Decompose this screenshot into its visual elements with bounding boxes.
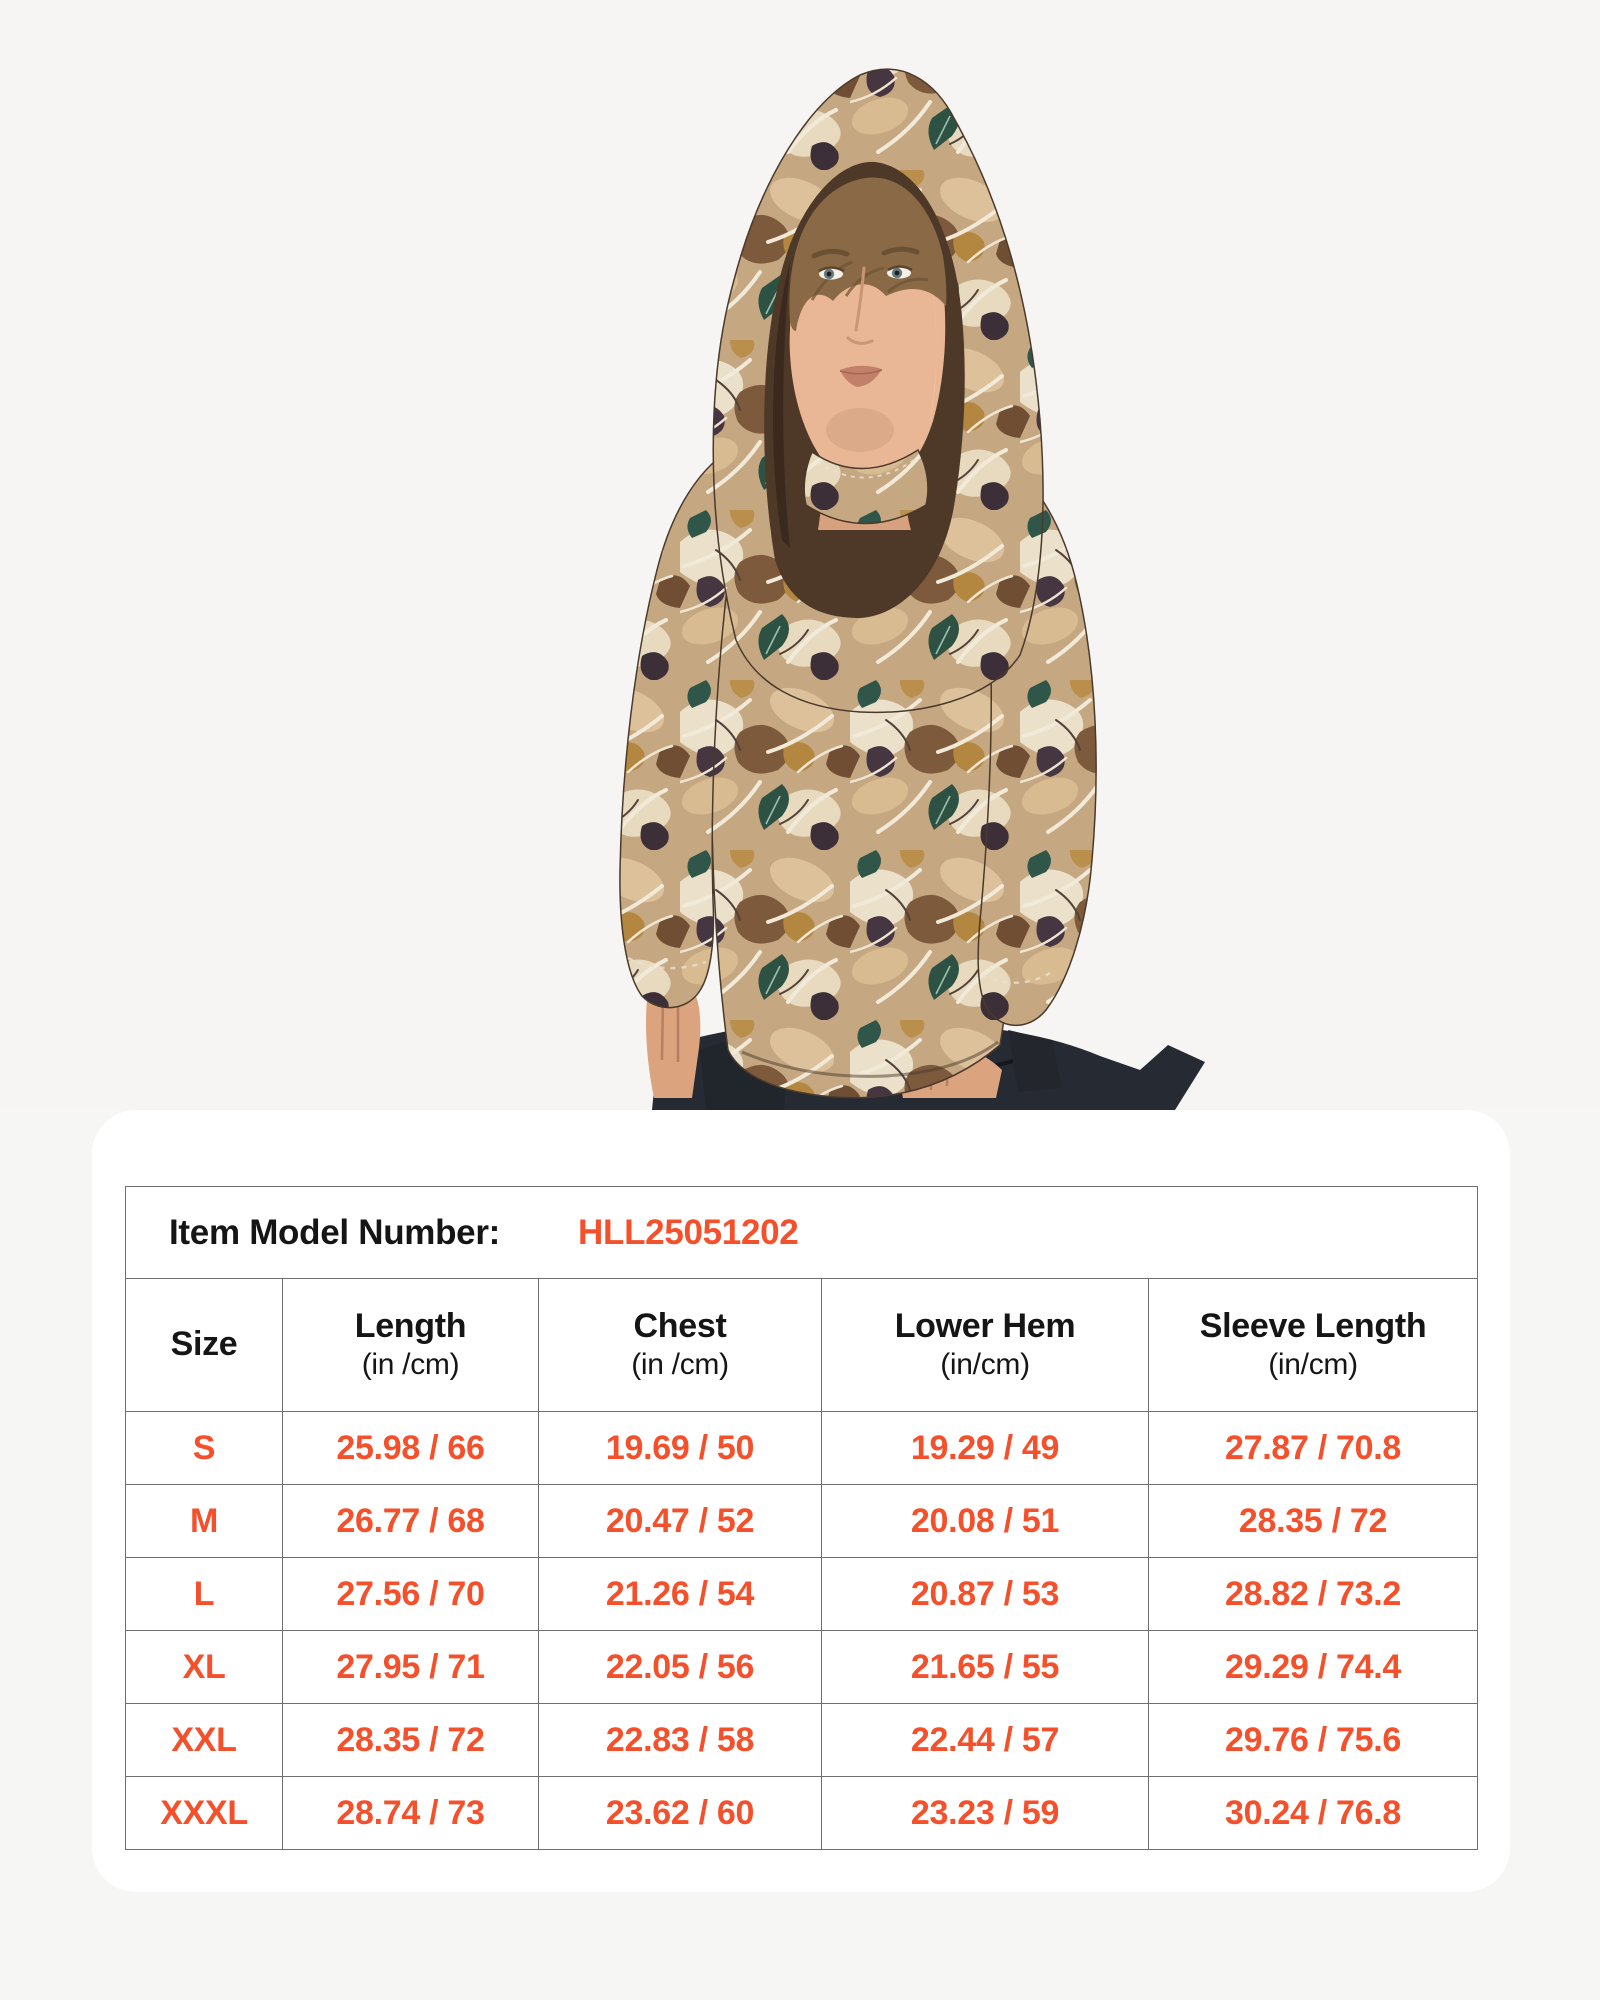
length-cell: 28.35 / 72 [283,1704,539,1777]
size-cell: XXL [126,1704,283,1777]
length-cell: 26.77 / 68 [283,1485,539,1558]
lower-hem-cell: 20.08 / 51 [822,1485,1149,1558]
model-number-row [126,1187,1478,1279]
lower-hem-cell: 21.65 / 55 [822,1631,1149,1704]
column-header-lower-hem: Lower Hem (in/cm) [822,1279,1149,1412]
stubble [826,408,894,452]
sleeve-length-cell: 30.24 / 76.8 [1149,1777,1478,1850]
size-cell: XL [126,1631,283,1704]
size-cell: XXXL [126,1777,283,1850]
length-cell: 27.56 / 70 [283,1558,539,1631]
size-chart-table [125,1186,1478,1850]
chest-cell: 23.62 / 60 [539,1777,822,1850]
face [789,178,946,490]
length-cell: 25.98 / 66 [283,1412,539,1485]
column-header-sleeve-length: Sleeve Length (in/cm) [1149,1279,1478,1412]
table-row [126,1777,1478,1850]
chest-cell: 20.47 / 52 [539,1485,822,1558]
chest-cell: 21.26 / 54 [539,1558,822,1631]
table-row [126,1412,1478,1485]
sleeve-length-cell: 29.29 / 74.4 [1149,1631,1478,1704]
sleeve-length-cell: 27.87 / 70.8 [1149,1412,1478,1485]
table-row [126,1558,1478,1631]
lower-hem-cell: 19.29 / 49 [822,1412,1149,1485]
size-chart-card [92,1110,1510,1892]
model-number-label: Item Model Number: [169,1212,501,1252]
lower-hem-cell: 22.44 / 57 [822,1704,1149,1777]
column-header-size: Size [126,1279,283,1412]
size-cell: M [126,1485,283,1558]
table-row [126,1704,1478,1777]
chest-cell: 19.69 / 50 [539,1412,822,1485]
table-header-row [126,1279,1478,1412]
size-cell: L [126,1558,283,1631]
lower-hem-cell: 20.87 / 53 [822,1558,1149,1631]
lower-hem-cell: 23.23 / 59 [822,1777,1149,1850]
model-number-value: HLL25051202 [578,1212,799,1252]
sleeve-length-cell: 28.82 / 73.2 [1149,1558,1478,1631]
length-cell: 28.74 / 73 [283,1777,539,1850]
table-row [126,1631,1478,1704]
sleeve-length-cell: 28.35 / 72 [1149,1485,1478,1558]
size-cell: S [126,1412,283,1485]
column-header-chest: Chest (in /cm) [539,1279,822,1412]
column-header-length: Length (in /cm) [283,1279,539,1412]
chest-cell: 22.83 / 58 [539,1704,822,1777]
length-cell: 27.95 / 71 [283,1631,539,1704]
table-row [126,1485,1478,1558]
sleeve-length-cell: 29.76 / 75.6 [1149,1704,1478,1777]
chest-cell: 22.05 / 56 [539,1631,822,1704]
